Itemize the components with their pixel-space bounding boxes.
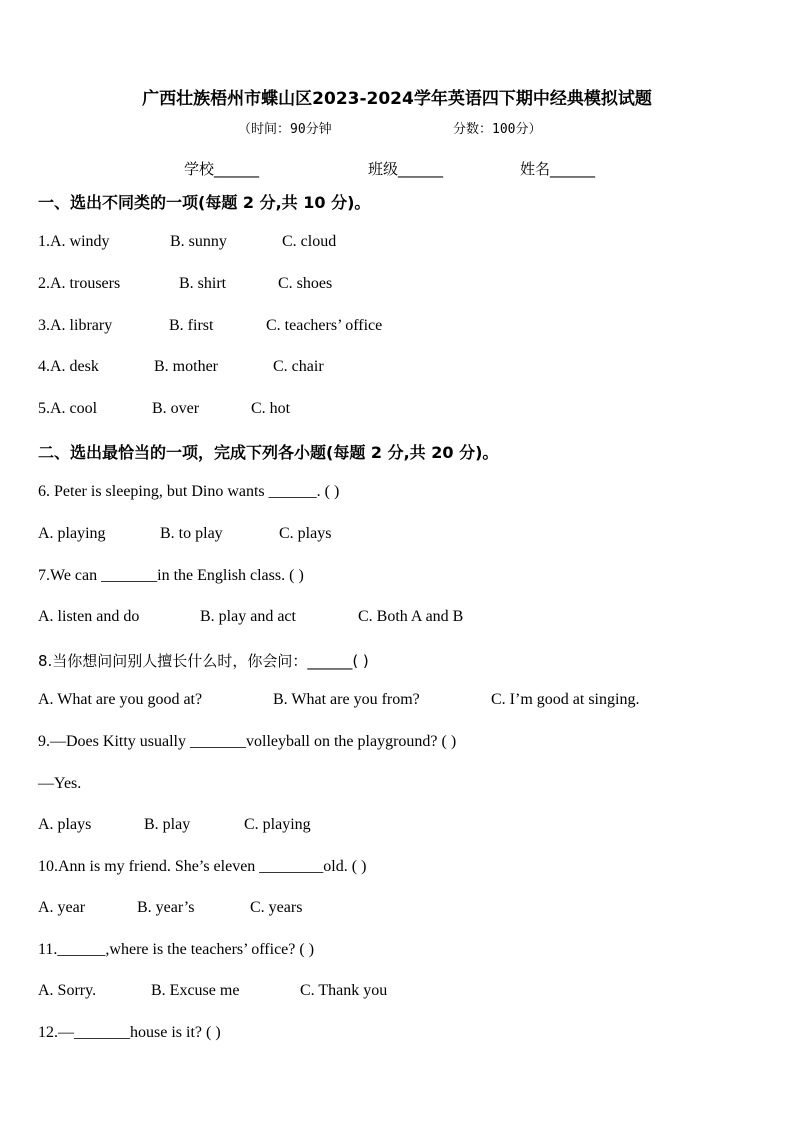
q8-option-a: A. What are you good at? xyxy=(38,691,203,708)
page-title: 广西壮族梧州市蝶山区2023-2024学年英语四下期中经典模拟试题 xyxy=(142,89,652,109)
q2-option-c: C. shoes xyxy=(278,275,333,292)
question-4 xyxy=(38,358,99,376)
question-9-stem: 9.—Does Kitty usually _______volleyball on the playground? ( ) xyxy=(38,733,457,750)
question-10-stem: 10.Ann is my friend. She’s eleven ________old. ( ) xyxy=(38,858,367,875)
q10-option-c: C. years xyxy=(250,899,303,916)
q4-option-b: B. mother xyxy=(154,358,218,375)
q11-option-b: B. Excuse me xyxy=(151,982,240,999)
time-limit: （时间：90分钟 xyxy=(238,122,332,137)
q8-option-b: B. What are you from? xyxy=(273,691,420,708)
option-a: A. library xyxy=(50,317,113,334)
q4-option-c: C. chair xyxy=(273,358,324,375)
question-number: 1. xyxy=(38,233,50,250)
q11-option-a: A. Sorry. xyxy=(38,982,97,999)
question-9-reply: —Yes. xyxy=(38,775,82,792)
name-field: 姓名______ xyxy=(520,160,596,178)
class-field: 班级______ xyxy=(368,160,444,178)
question-8-stem: 8.当你想问问别人擅长什么时，你会问：______( ) xyxy=(38,652,369,670)
q9-option-a: A. plays xyxy=(38,816,92,833)
question-7-stem: 7.We can _______in the English class. ( ) xyxy=(38,567,304,584)
q3-option-b: B. first xyxy=(169,317,214,334)
q10-option-b: B. year’s xyxy=(137,899,195,916)
option-a: A. windy xyxy=(50,233,110,250)
option-a: A. trousers xyxy=(50,275,121,292)
q5-option-c: C. hot xyxy=(251,400,291,417)
q11-option-c: C. Thank you xyxy=(300,982,388,999)
total-score: 分数：100分） xyxy=(453,122,542,137)
section1-heading: 一、选出不同类的一项(每题 2 分,共 10 分)。 xyxy=(38,193,371,212)
question-3 xyxy=(38,317,112,335)
question-number: 3. xyxy=(38,317,50,334)
q9-option-c: C. playing xyxy=(244,816,311,833)
q7-option-a: A. listen and do xyxy=(38,608,140,625)
question-6-stem: 6. Peter is sleeping, but Dino wants ______. ( ) xyxy=(38,483,340,500)
q6-option-b: B. to play xyxy=(160,525,223,542)
q8-option-c: C. I’m good at singing. xyxy=(491,691,640,708)
question-number: 5. xyxy=(38,400,50,417)
q7-option-b: B. play and act xyxy=(200,608,296,625)
question-number: 4. xyxy=(38,358,50,375)
q5-option-b: B. over xyxy=(152,400,200,417)
school-field: 学校______ xyxy=(184,160,260,178)
question-1 xyxy=(38,233,110,251)
question-number: 2. xyxy=(38,275,50,292)
q6-option-c: C. plays xyxy=(279,525,332,542)
q1-option-c: C. cloud xyxy=(282,233,337,250)
q3-option-c: C. teachers’ office xyxy=(266,317,383,334)
q10-option-a: A. year xyxy=(38,899,86,916)
option-a: A. cool xyxy=(50,400,98,417)
q6-option-a: A. playing xyxy=(38,525,106,542)
question-5 xyxy=(38,400,97,418)
q9-option-b: B. play xyxy=(144,816,191,833)
q1-option-b: B. sunny xyxy=(170,233,227,250)
q7-option-c: C. Both A and B xyxy=(358,608,464,625)
section2-heading: 二、选出最恰当的一项，完成下列各小题(每题 2 分,共 20 分)。 xyxy=(38,443,499,462)
q2-option-b: B. shirt xyxy=(179,275,227,292)
question-12-stem: 12.—_______house is it? ( ) xyxy=(38,1024,221,1041)
option-a: A. desk xyxy=(50,358,99,375)
question-11-stem: 11.______,where is the teachers’ office? ( ) xyxy=(38,941,315,958)
question-2 xyxy=(38,275,120,293)
